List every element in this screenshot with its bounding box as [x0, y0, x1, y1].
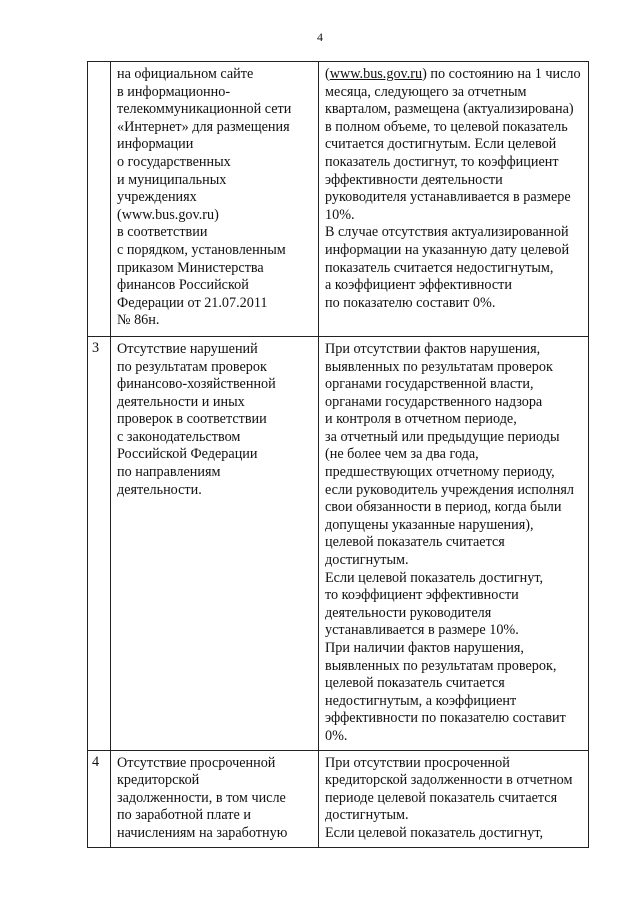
text-line: показатель считается недостигнутым, [325, 259, 554, 276]
row-number-cell: 3 [88, 336, 111, 750]
text-line: в полном объеме, то целевой показатель [325, 118, 568, 135]
text-line: органами государственной власти, [325, 376, 534, 393]
text-line: При наличии фактов нарушения, [325, 640, 524, 656]
text-line: деятельности. [117, 481, 202, 498]
text-line: за отчетный или предыдущие периоды [325, 428, 560, 445]
text-line [325, 66, 582, 84]
text-line: информации [117, 136, 194, 153]
text-line: эффективности деятельности [325, 171, 503, 188]
text-line: с законодательством [117, 428, 241, 445]
row-number-cell: 4 [88, 750, 111, 847]
text-line: кредиторской задолженности в отчетном [325, 772, 573, 789]
criteria-table [87, 61, 589, 848]
text-line: то коэффициент эффективности [325, 587, 519, 604]
text-line: 10%. [325, 206, 355, 223]
criterion-cell [111, 336, 319, 750]
text-line: (не более чем за два года, [325, 446, 479, 463]
text-line: по направлениям [117, 464, 221, 481]
condition-cell [319, 62, 589, 337]
condition-cell [319, 750, 589, 847]
text-line: на официальном сайте [117, 66, 254, 82]
text-line: и муниципальных [117, 171, 227, 188]
text-line: о государственных [117, 153, 231, 170]
text-line: руководителя устанавливается в размере [325, 189, 571, 206]
text-line: достигнутым. [325, 552, 409, 569]
text-line: Федерации от 21.07.2011 [117, 294, 268, 311]
text-line: целевой показатель считается [325, 534, 505, 551]
text-line: телекоммуникационной сети [117, 101, 292, 118]
text-line: финансово-хозяйственной [117, 376, 276, 393]
text-line: считается достигнутым. Если целевой [325, 136, 557, 153]
text-line: с порядком, установленным [117, 241, 286, 258]
text-line: органами государственного надзора [325, 393, 543, 410]
text-line: периоде целевой показатель считается [325, 789, 558, 806]
text-line: приказом Министерства [117, 259, 264, 276]
text-line: и контроля в отчетном периоде, [325, 411, 517, 428]
text-line: информации на указанную дату целевой [325, 241, 570, 258]
text-line: деятельности руководителя [325, 604, 492, 621]
line-rest: ) по состоянию на 1 число [422, 66, 581, 82]
text-line: Если целевой показатель достигнут, [325, 569, 544, 586]
text-line: допущены указанные нарушения), [325, 516, 534, 533]
table-row [88, 62, 589, 337]
text-line: кредиторской [117, 772, 200, 789]
table-row [88, 336, 589, 750]
paren-open: ( [325, 66, 330, 82]
text-line: Если целевой показатель достигнут, [325, 824, 544, 841]
text-line: выявленных по результатам проверок, [325, 657, 557, 674]
criterion-cell [111, 750, 319, 847]
text-line: по результатам проверок [117, 358, 267, 375]
text-line: проверок в соответствии [117, 411, 267, 428]
text-line: показатель достигнут, то коэффициент [325, 153, 559, 170]
criterion-cell [111, 62, 319, 337]
text-line: Отсутствие нарушений [117, 340, 258, 357]
text-line: (www.bus.gov.ru) [117, 206, 219, 223]
text-line: достигнутым. [325, 807, 409, 824]
text-line: 0%. [325, 727, 348, 744]
table-row [88, 750, 589, 847]
text-line: недостигнутым, а коэффициент [325, 692, 517, 709]
text-line: В случае отсутствия актуализированной [325, 224, 569, 241]
text-line: деятельности и иных [117, 393, 245, 410]
text-line: в информационно- [117, 83, 231, 100]
text-line: Российской Федерации [117, 446, 258, 463]
website-link[interactable]: www.bus.gov.ru [329, 66, 423, 82]
text-line: кварталом, размещена (актуализирована) [325, 101, 574, 118]
condition-cell [319, 336, 589, 750]
text-line: задолженности, в том числе [117, 789, 286, 806]
text-line: эффективности по показателю составит [325, 710, 566, 727]
text-line: целевой показатель считается [325, 675, 505, 692]
text-line: При отсутствии просроченной [325, 754, 510, 771]
text-line: выявленных по результатам проверок [325, 358, 553, 375]
text-line: предшествующих отчетному периоду, [325, 464, 555, 481]
text-line: месяца, следующего за отчетным [325, 83, 527, 100]
text-line: При отсутствии фактов нарушения, [325, 340, 541, 357]
text-line: «Интернет» для размещения [117, 118, 290, 135]
text-line: устанавливается в размере 10%. [325, 622, 519, 639]
text-line: по заработной плате и [117, 807, 251, 824]
text-line: учреждениях [117, 189, 197, 206]
text-line: финансов Российской [117, 277, 249, 294]
text-line: а коэффициент эффективности [325, 277, 512, 294]
text-line: свои обязанности в период, когда были [325, 499, 562, 516]
text-line: начислениям на заработную [117, 824, 288, 841]
text-line: если руководитель учреждения исполнял [325, 481, 574, 498]
page-number: 4 [317, 30, 323, 44]
text-line: Отсутствие просроченной [117, 754, 276, 771]
text-line: по показателю составит 0%. [325, 294, 496, 311]
text-line: в соответствии [117, 224, 208, 241]
text-line: № 86н. [117, 312, 160, 329]
row-number-cell [88, 62, 111, 337]
